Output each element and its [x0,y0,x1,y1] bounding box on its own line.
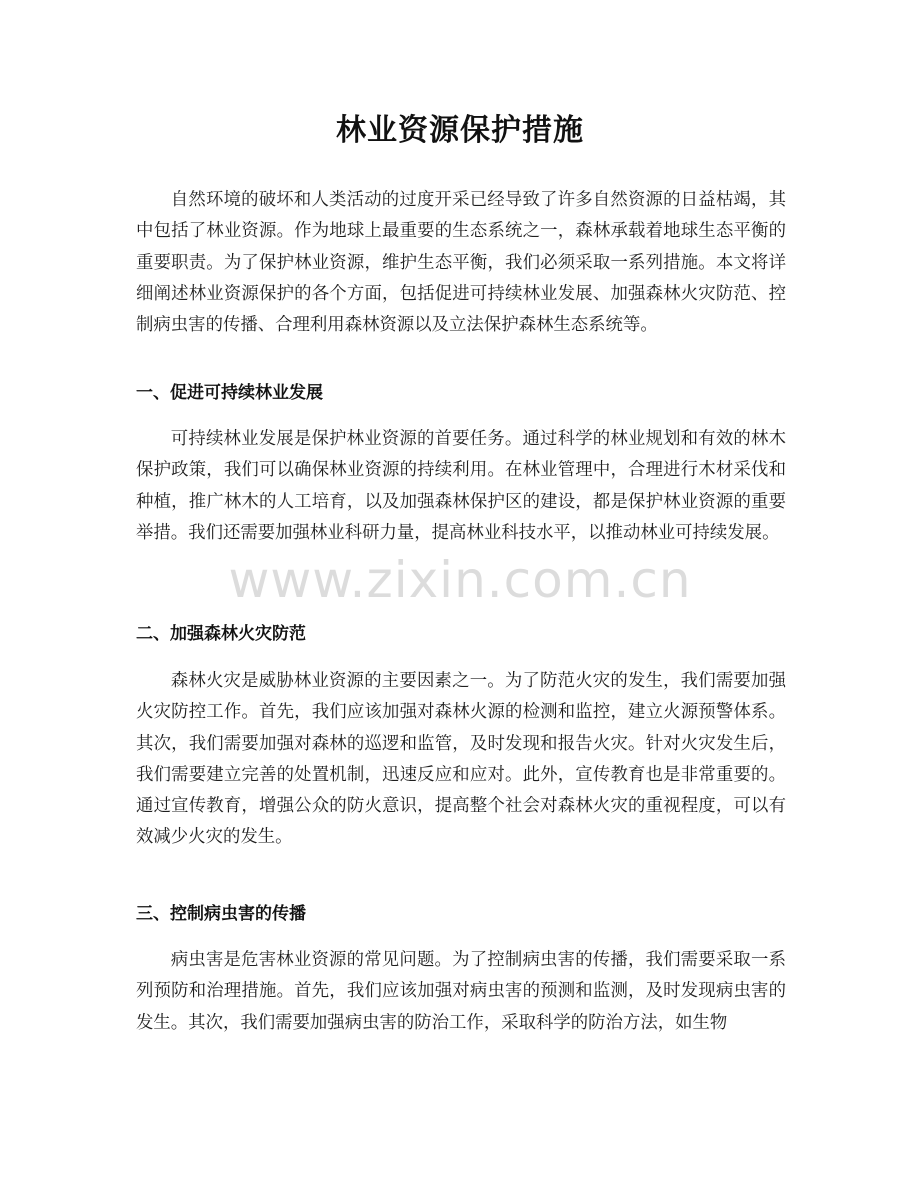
section-heading-3: 三、控制病虫害的传播 [136,904,306,924]
section-body-1: 可持续林业发展是保护林业资源的首要任务。通过科学的林业规划和有效的林木保护政策，我们可以确保林业资源的持续利用。在林业管理中，合理进行木材采伐和种植，推广林木的人工培育，以及加强森林保护区的建设，都是保护林业资源的重要举措。我们还需要加强林业科研力量，提高林业科技水平，以推动林业可持续发展。 [136,429,786,543]
section-heading-2: 二、加强森林火灾防范 [136,624,306,644]
document-title: 林业资源保护措施 [336,113,584,148]
section-body-3: 病虫害是危害林业资源的常见问题。为了控制病虫害的传播，我们需要采取一系列预防和治理措施。首先，我们应该加强对病虫害的预测和监测，及时发现病虫害的发生。其次，我们需要加强病虫害的防治工作，采取科学的防治方法，如生物 [136,950,786,1033]
section-body-2: 森林火灾是威胁林业资源的主要因素之一。为了防范火灾的发生，我们需要加强火灾防控工作。首先，我们应该加强对森林火源的检测和监控，建立火源预警体系。其次，我们需要加强对森林的巡逻和监管，及时发现和报告火灾。针对火灾发生后，我们需要建立完善的处置机制，迅速反应和应对。此外，宣传教育也是非常重要的。通过宣传教育，增强公众的防火意识，提高整个社会对森林火灾的重视程度，可以有效减少火灾的发生。 [136,671,786,848]
section-heading-1: 一、促进可持续林业发展 [136,383,323,403]
watermark: www.zixin.com.cn [228,551,692,609]
intro-paragraph: 自然环境的破坏和人类活动的过度开采已经导致了许多自然资源的日益枯竭，其中包括了林业资源。作为地球上最重要的生态系统之一，森林承载着地球生态平衡的重要职责。为了保护林业资源，维护生态平衡，我们必须采取一系列措施。本文将详细阐述林业资源保护的各个方面，包括促进可持续林业发展、加强森林火灾防范、控制病虫害的传播、合理利用森林资源以及立法保护森林生态系统等。 [136,190,786,336]
